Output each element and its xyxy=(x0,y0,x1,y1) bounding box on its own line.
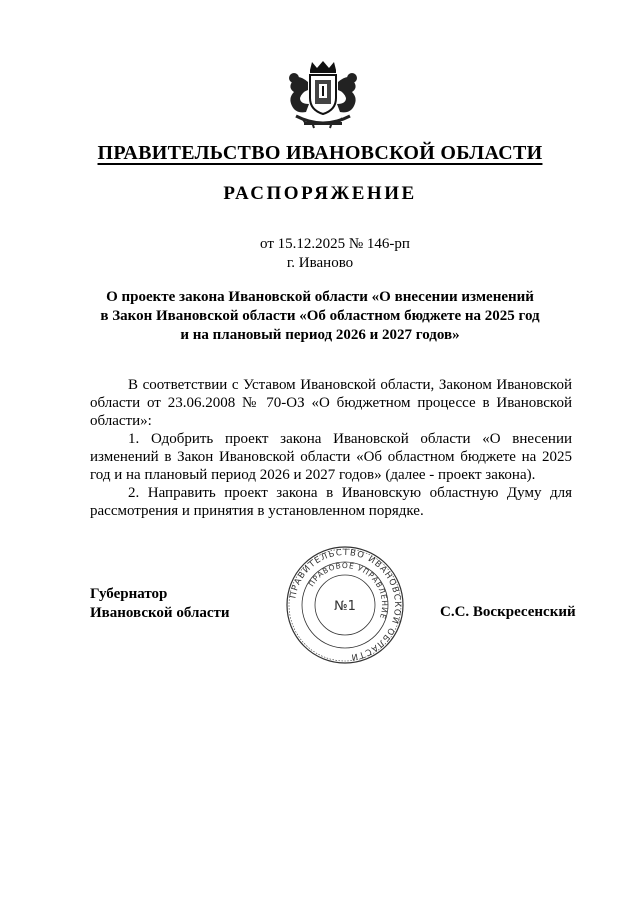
body-paragraph: 2. Направить проект закона в Ивановскую областную Думу для рассмотрения и принятия в установленном порядке. xyxy=(90,485,572,519)
signatory-title-line: Губернатор xyxy=(90,586,168,602)
signatory-title-line: Ивановской области xyxy=(90,605,230,621)
signatory-name: С.С. Воскресенский xyxy=(440,604,576,620)
subject-line: О проекте закона Ивановской области «О внесении изменений xyxy=(106,289,534,305)
document-body xyxy=(90,376,572,520)
official-stamp xyxy=(285,545,405,665)
subject-line: в Закон Ивановской области «Об областном бюджете на 2025 год xyxy=(100,308,540,324)
document-meta xyxy=(0,235,640,273)
body-paragraph: В соответствии с Уставом Ивановской области, Законом Ивановской области от 23.06.2008 № 70-ОЗ «О бюджетном процессе в Ивановской области»: xyxy=(90,377,572,429)
coat-of-arms-emblem xyxy=(282,60,364,130)
document-subject xyxy=(90,288,550,345)
subject-line: и на плановый период 2026 и 2027 годов» xyxy=(180,327,460,343)
stamp-inner-text: ПРАВОВОЕ УПРАВЛЕНИЕ xyxy=(306,560,390,621)
body-paragraph: 1. Одобрить проект закона Ивановской области «О внесении изменений в Закон Ивановской области «Об областном бюджете на 2025 год и на плановый период 2026 и 2027 годов» (далее - проект закона). xyxy=(90,431,572,483)
stamp-number: №1 xyxy=(334,599,356,614)
document-type: РАСПОРЯЖЕНИЕ xyxy=(223,183,417,204)
signatory-title xyxy=(90,585,230,623)
stamp-outer-text: ПРАВИТЕЛЬСТВО ИВАНОВСКОЙ ОБЛАСТИ xyxy=(288,547,403,662)
city: г. Иваново xyxy=(286,255,354,271)
date-number: от 15.12.2025 № 146-рп xyxy=(260,236,410,252)
org-title: ПРАВИТЕЛЬСТВО ИВАНОВСКОЙ ОБЛАСТИ xyxy=(97,142,543,164)
